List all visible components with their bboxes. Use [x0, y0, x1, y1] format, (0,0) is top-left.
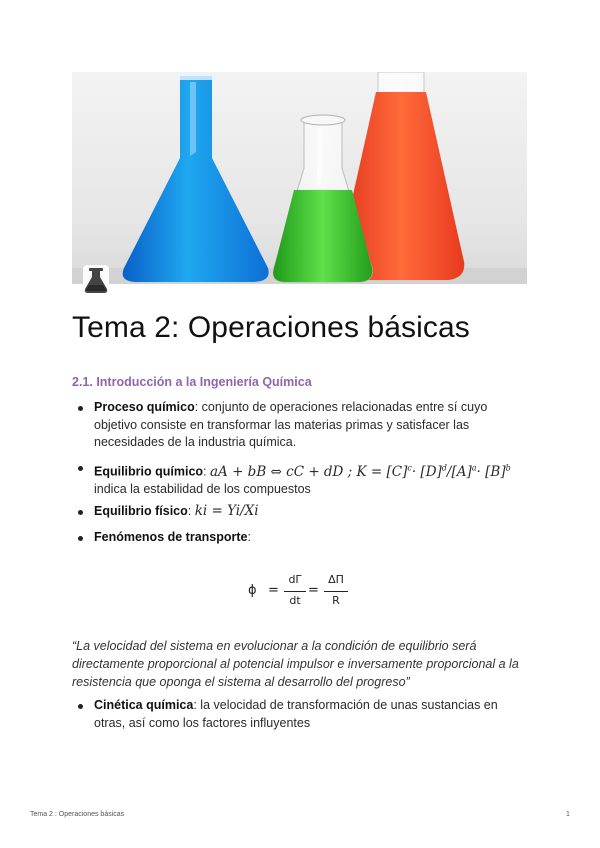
- fraction-bar: [324, 591, 348, 592]
- math-part: · [B]: [476, 463, 506, 480]
- exponent: b: [505, 463, 511, 472]
- page-number: 1: [566, 811, 570, 818]
- section-heading: 2.1. Introducción a la Ingeniería Química: [72, 375, 312, 389]
- bullet-dot: [78, 536, 83, 541]
- bullet-dot: [78, 704, 83, 709]
- term: Equilibrio químico: [94, 464, 204, 479]
- fraction-bar: [284, 591, 306, 592]
- quote-paragraph: “La velocidad del sistema en evolucionar a la condición de equilibrio será directamente proporcional al potencial impulsor e inversamente proporcional a la resistencia que oponga el sistema al desarrollo del progreso”: [72, 639, 519, 689]
- description: : la velocidad de transformación de unas sustancias en otras, así como los factores influyentes: [94, 698, 498, 730]
- term: Equilibrio físico: [94, 504, 188, 518]
- description: : conjunto de operaciones relacionadas entre sí cuyo objetivo consiste en transformar las materias primas y satisfacer las necesidades de la industria química.: [94, 400, 488, 449]
- fraction-denominator: dt: [289, 594, 301, 607]
- exponent: c: [407, 463, 412, 472]
- transport-formula: [240, 572, 370, 612]
- exponent: d: [441, 463, 447, 472]
- formula-equals: =: [268, 583, 279, 598]
- math-part: /[A]: [446, 463, 472, 480]
- fraction-denominator: R: [332, 594, 340, 607]
- fraction-numerator: dΓ: [288, 573, 302, 586]
- bullet-dot: [78, 466, 83, 471]
- page-title: Tema 2: Operaciones básicas: [72, 311, 470, 344]
- list-item: [78, 529, 526, 547]
- fraction-numerator: ΔΠ: [328, 573, 344, 586]
- list-item: [78, 503, 526, 521]
- exponent: a: [471, 463, 477, 472]
- physical-equation: ki = Yi/Xi: [194, 503, 259, 519]
- list-item: [78, 399, 526, 452]
- flasks-illustration: [72, 72, 527, 284]
- description: indica la estabilidad de los compuestos: [94, 482, 311, 496]
- description: :: [247, 530, 251, 544]
- equilibrium-equation: [210, 464, 511, 480]
- bullet-dot: [78, 406, 83, 411]
- formula-lhs: ϕ: [248, 583, 257, 598]
- term: Proceso químico: [94, 400, 195, 414]
- list-item: [78, 697, 526, 732]
- flask-icon: [79, 263, 113, 297]
- separator: :: [187, 504, 195, 518]
- list-item: [78, 459, 526, 499]
- formula-equals: =: [308, 583, 319, 598]
- footer-title: Tema 2 : Operaciones básicas: [30, 811, 125, 818]
- bullet-dot: [78, 510, 83, 515]
- math-part: aA + bB ⇔ cC + dD ; K = [C]: [209, 463, 408, 480]
- math-part: · [D]: [411, 463, 442, 480]
- term: Cinética química: [94, 698, 194, 712]
- separator: :: [203, 464, 210, 479]
- cover-image: [72, 72, 527, 284]
- term: Fenómenos de transporte: [94, 530, 248, 544]
